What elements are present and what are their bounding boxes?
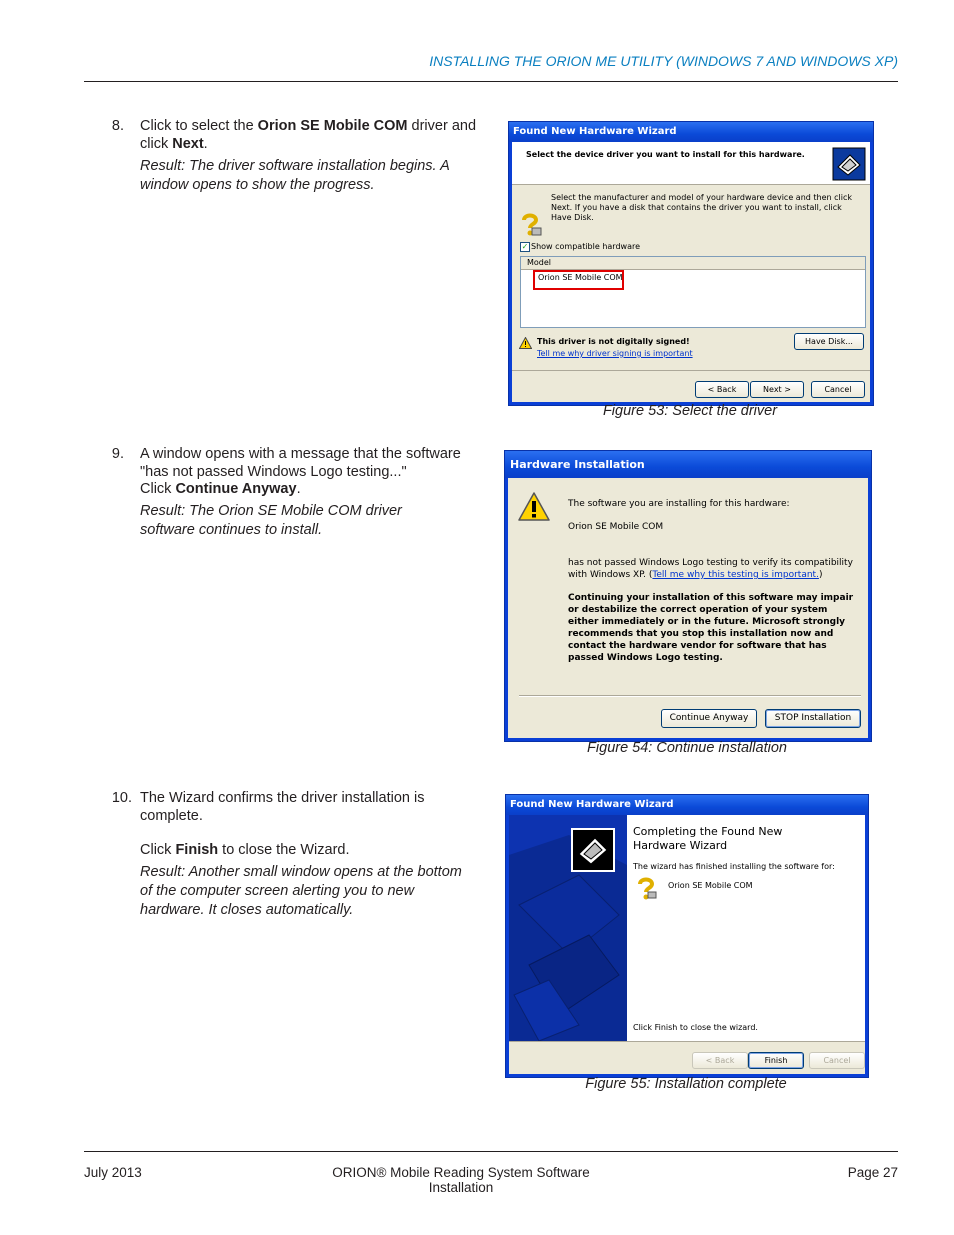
- text-run: Click: [140, 842, 176, 858]
- header-rule: [84, 81, 898, 82]
- text-run: has not passed Windows Logo testing to verify its compatibility with Windows XP. (: [568, 558, 853, 580]
- device-name: Orion SE Mobile COM: [668, 881, 753, 890]
- question-icon: [518, 212, 542, 238]
- warning-bold-text: Continuing your installation of this software may impair or destabilize the correct operation of your system either immediately or in the future. Microsoft strongly recommends that you stop this installation now and contact the hardware vendor for software that has passed Windows Logo testing.: [568, 593, 854, 663]
- found-new-hardware-dialog: [508, 121, 874, 406]
- step-number: 10.: [111, 790, 132, 806]
- continue-label: Continue Anyway: [175, 481, 297, 497]
- dialog-title: Hardware Installation: [505, 451, 871, 478]
- wizard-header-panel: [512, 142, 870, 185]
- dialog-body: [512, 142, 870, 402]
- unsigned-warning: This driver is not digitally signed!: [537, 337, 690, 346]
- step-instruction: [140, 118, 480, 153]
- device-name: Orion SE Mobile COM: [568, 522, 664, 532]
- logo-testing-text: [568, 557, 858, 581]
- wizard-heading: Select the device driver you want to install for this hardware.: [526, 150, 805, 159]
- logo-testing-link[interactable]: Tell me why this testing is important.: [652, 570, 819, 580]
- list-column-header: Model: [521, 257, 865, 270]
- step-instruction: [140, 842, 480, 860]
- model-list[interactable]: [520, 256, 866, 328]
- highlight-box: [533, 270, 624, 290]
- wizard-complete-dialog: [505, 794, 869, 1078]
- figure-caption: Figure 54: Continue installation: [587, 740, 787, 756]
- instruction-text: Select the manufacturer and model of your hardware device and then click Next. If you have a disk that contains the driver you want to install, click Have Disk.: [551, 193, 853, 222]
- text-run: .: [203, 135, 208, 152]
- wizard-heading: Completing the Found New Hardware Wizard: [633, 825, 783, 852]
- stop-installation-button[interactable]: STOP Installation: [765, 709, 861, 728]
- cancel-button[interactable]: Cancel: [809, 1052, 865, 1069]
- dialog-title: Found New Hardware Wizard: [506, 795, 868, 815]
- step-result: Result: The driver software installation begins. A window opens to show the progress.: [140, 158, 450, 193]
- footer-title: ORION® Mobile Reading System Software Installation: [332, 1165, 590, 1195]
- step-result: Result: The Orion SE Mobile COM driver software continues to install.: [140, 503, 402, 538]
- text-run: to close the Wizard.: [218, 842, 350, 858]
- hardware-wizard-icon: [571, 828, 615, 872]
- wizard-side-banner: [509, 815, 627, 1041]
- text-run: ): [818, 570, 823, 580]
- finish-button[interactable]: Finish: [748, 1052, 804, 1069]
- checkbox-label: Show compatible hardware: [531, 242, 640, 251]
- close-instruction: Click Finish to close the wizard.: [633, 1023, 758, 1032]
- text-run: driver and click: [140, 118, 477, 152]
- footer-rule: [84, 1151, 898, 1152]
- dialog-body: [508, 478, 868, 738]
- step-result: Result: Another small window opens at the bottom of the computer screen alerting you to new hardware. It closes automatically.: [140, 864, 462, 918]
- back-button[interactable]: < Back: [692, 1052, 748, 1069]
- have-disk-button[interactable]: Have Disk...: [794, 333, 864, 350]
- footer-page: Page 27: [847, 1165, 898, 1180]
- text-run: Click: [140, 481, 176, 497]
- running-header: INSTALLING THE ORION ME UTILITY (WINDOWS 7 AND WINDOWS XP): [429, 53, 898, 69]
- button-bar: [509, 1041, 865, 1074]
- back-button[interactable]: < Back: [695, 381, 749, 398]
- continue-anyway-button[interactable]: Continue Anyway: [661, 709, 757, 728]
- text-run: .: [296, 481, 301, 497]
- list-item-orion[interactable]: Orion SE Mobile COM: [538, 273, 623, 282]
- question-icon: [635, 877, 657, 901]
- divider: [519, 695, 861, 697]
- compatible-checkbox[interactable]: ✓: [521, 242, 529, 251]
- warning-icon: [518, 491, 550, 523]
- software-line: The software you are installing for this hardware:: [568, 499, 790, 509]
- step-instruction: The Wizard confirms the driver installation is complete.: [140, 790, 425, 824]
- hardware-wizard-icon: [832, 147, 866, 181]
- cancel-button[interactable]: Cancel: [811, 381, 865, 398]
- hardware-installation-dialog: [504, 450, 872, 742]
- finish-label: Finish: [175, 842, 219, 858]
- figure-caption: Figure 55: Installation complete: [585, 1076, 787, 1092]
- next-label: Next: [172, 135, 204, 152]
- warning-icon: [519, 336, 532, 348]
- figure-caption: Figure 53: Select the driver: [602, 403, 778, 419]
- next-button[interactable]: Next >: [750, 381, 804, 398]
- step-number: 8.: [111, 118, 124, 134]
- text-run: A window opens with a message that the software "has not passed Windows Logo testing...": [140, 446, 461, 480]
- driver-signing-link[interactable]: Tell me why driver signing is important: [537, 349, 693, 358]
- driver-name: Orion SE Mobile COM: [257, 118, 408, 134]
- divider: [512, 370, 870, 371]
- step-instruction: [140, 446, 475, 499]
- text-run: Click to select the: [140, 118, 258, 134]
- dialog-body: [509, 815, 865, 1074]
- step-number: 9.: [111, 446, 124, 462]
- finished-text: The wizard has finished installing the software for:: [633, 862, 835, 871]
- dialog-title: Found New Hardware Wizard: [509, 122, 873, 142]
- footer-date: July 2013: [84, 1165, 142, 1180]
